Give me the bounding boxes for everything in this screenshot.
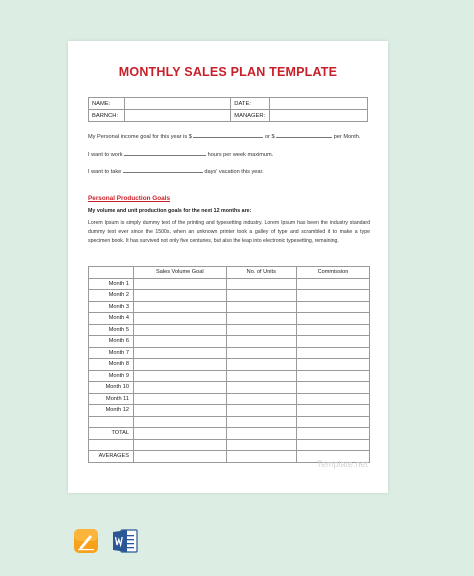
name-field[interactable] (125, 98, 231, 110)
table-row (89, 428, 370, 440)
table-row (89, 382, 370, 394)
word-icon[interactable] (112, 528, 139, 559)
table-cell[interactable] (226, 359, 296, 371)
table-cell[interactable] (133, 439, 226, 451)
table-cell[interactable] (226, 370, 296, 382)
table-cell[interactable] (226, 439, 296, 451)
table-row (89, 416, 370, 428)
date-label: DATE: (231, 98, 270, 110)
goals-table (88, 266, 370, 463)
table-cell[interactable] (226, 313, 296, 325)
row-label: TOTAL (89, 428, 134, 440)
table-cell[interactable] (226, 451, 296, 463)
table-cell[interactable] (296, 382, 369, 394)
table-cell[interactable] (133, 301, 226, 313)
table-cell[interactable] (133, 278, 226, 290)
row-label (89, 416, 134, 428)
row-label: Month 3 (89, 301, 134, 313)
table-cell[interactable] (133, 370, 226, 382)
table-row (89, 359, 370, 371)
goals-header: No. of Units (226, 267, 296, 279)
row-label: Month 10 (89, 382, 134, 394)
table-cell[interactable] (133, 451, 226, 463)
table-cell[interactable] (226, 428, 296, 440)
manager-field[interactable] (270, 110, 368, 122)
table-row (89, 301, 370, 313)
table-cell[interactable] (133, 336, 226, 348)
table-cell[interactable] (226, 393, 296, 405)
table-row (89, 370, 370, 382)
row-label: Month 5 (89, 324, 134, 336)
row-label: Month 7 (89, 347, 134, 359)
table-row (89, 405, 370, 417)
table-row (89, 439, 370, 451)
table-cell[interactable] (133, 416, 226, 428)
table-cell[interactable] (133, 382, 226, 394)
pages-icon[interactable] (73, 528, 99, 559)
table-cell[interactable] (296, 278, 369, 290)
table-row (89, 290, 370, 302)
table-cell[interactable] (296, 301, 369, 313)
table-cell[interactable] (296, 416, 369, 428)
table-cell[interactable] (226, 290, 296, 302)
row-label: Month 2 (89, 290, 134, 302)
document-page (68, 41, 388, 493)
table-cell[interactable] (296, 370, 369, 382)
table-row (89, 393, 370, 405)
table-row (89, 324, 370, 336)
table-cell[interactable] (296, 359, 369, 371)
row-label: Month 1 (89, 278, 134, 290)
income-goal-line: My Personal income goal for this year is $ or $ per Month. (88, 134, 361, 140)
watermark: Template.net (316, 459, 368, 469)
table-cell[interactable] (296, 405, 369, 417)
row-label: Month 12 (89, 405, 134, 417)
name-label: NAME: (89, 98, 125, 110)
table-cell[interactable] (226, 324, 296, 336)
table-cell[interactable] (296, 439, 369, 451)
section-title: Personal Production Goals (88, 195, 171, 202)
table-cell[interactable] (133, 405, 226, 417)
table-row (89, 313, 370, 325)
row-label (89, 439, 134, 451)
row-label: AVERAGES (89, 451, 134, 463)
table-cell[interactable] (133, 313, 226, 325)
info-table (88, 97, 368, 122)
goals-header: Commission (296, 267, 369, 279)
goals-header (89, 267, 134, 279)
table-row (89, 336, 370, 348)
table-cell[interactable] (133, 290, 226, 302)
row-label: Month 6 (89, 336, 134, 348)
branch-field[interactable] (125, 110, 231, 122)
table-cell[interactable] (226, 336, 296, 348)
table-cell[interactable] (296, 428, 369, 440)
work-hours-line: I want to work hours per week maximum. (88, 152, 274, 158)
date-field[interactable] (270, 98, 368, 110)
row-label: Month 4 (89, 313, 134, 325)
manager-label: MANAGER: (231, 110, 270, 122)
work-hours-blank[interactable] (124, 150, 206, 156)
income-year-blank[interactable] (193, 132, 263, 138)
table-cell[interactable] (133, 359, 226, 371)
section-subheading: My volume and unit production goals for the next 12 months are: (88, 208, 252, 214)
table-cell[interactable] (133, 324, 226, 336)
table-cell[interactable] (226, 405, 296, 417)
table-cell[interactable] (296, 290, 369, 302)
table-cell[interactable] (226, 301, 296, 313)
table-cell[interactable] (226, 278, 296, 290)
lorem-paragraph: Lorem Ipsum is simply dummy text of the printing and typesetting industry. Lorem Ipsum has been the industry standard dummy text ever since the 1500s, when an unknown printer took a galley of type and scrambled it to make a type specimen book. It has survived not only five centuries, but also the leap into electronic typesetting, remaining. (88, 220, 370, 244)
table-cell[interactable] (226, 347, 296, 359)
vacation-days-blank[interactable] (123, 167, 203, 173)
table-cell[interactable] (133, 393, 226, 405)
row-label: Month 11 (89, 393, 134, 405)
vacation-line: I want to take days' vacation this year. (88, 169, 264, 175)
table-cell[interactable] (296, 324, 369, 336)
row-label: Month 8 (89, 359, 134, 371)
table-cell[interactable] (133, 347, 226, 359)
table-row (89, 347, 370, 359)
table-cell[interactable] (296, 313, 369, 325)
goals-header: Sales Volume Goal (133, 267, 226, 279)
branch-label: BARNCH: (89, 110, 125, 122)
document-title: MONTHLY SALES PLAN TEMPLATE (118, 65, 338, 79)
table-cell[interactable] (296, 347, 369, 359)
table-cell[interactable] (296, 393, 369, 405)
table-cell[interactable] (133, 428, 226, 440)
table-cell[interactable] (226, 382, 296, 394)
table-row (89, 278, 370, 290)
goals-body (89, 278, 370, 462)
income-month-blank[interactable] (276, 132, 332, 138)
table-cell[interactable] (226, 416, 296, 428)
row-label: Month 9 (89, 370, 134, 382)
table-cell[interactable] (296, 336, 369, 348)
